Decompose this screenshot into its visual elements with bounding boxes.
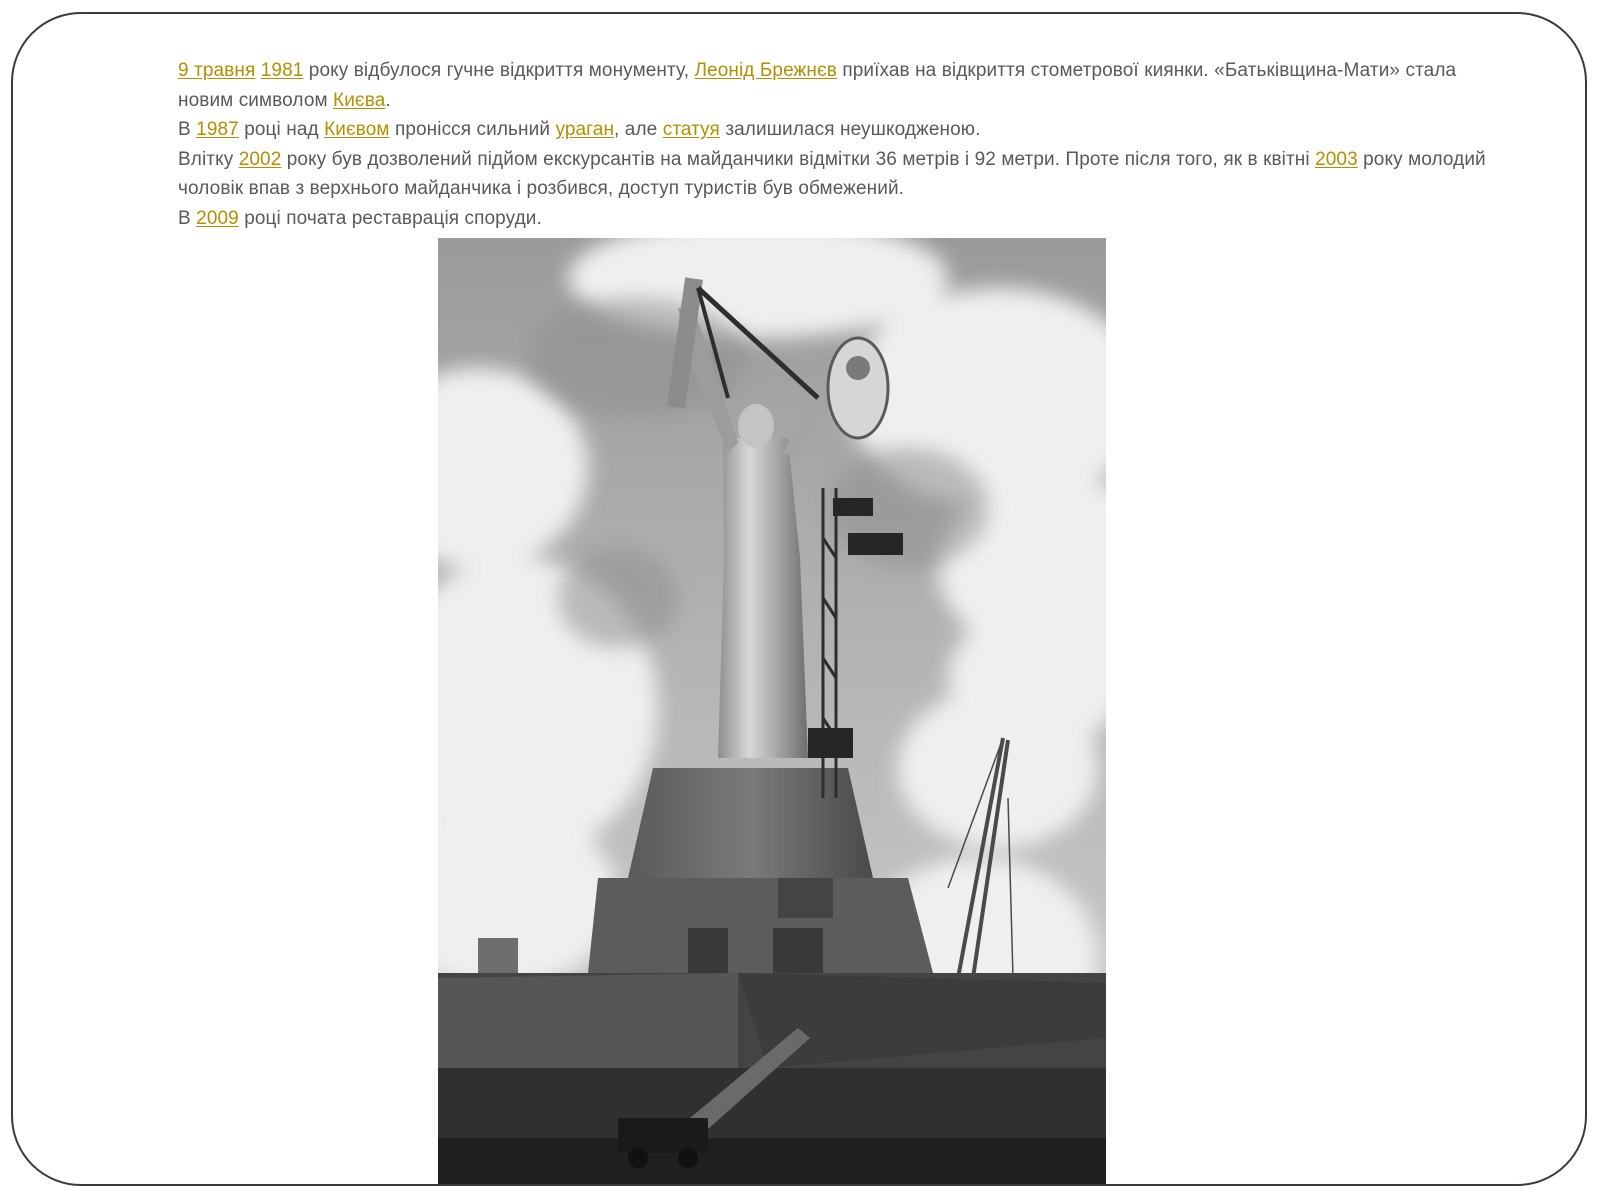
link-year-1987[interactable]: 1987: [196, 119, 239, 140]
text-segment: В: [178, 119, 197, 140]
text-segment: році почата реставрація споруди.: [238, 207, 542, 229]
link-statue[interactable]: статуя: [662, 119, 720, 140]
text-segment: року молодий чоловік впав з верхнього майданчика і розбився, доступ туристів був обмежений.: [178, 148, 1486, 199]
text-segment: році над: [238, 119, 325, 140]
paragraph-restoration: [178, 204, 1488, 234]
link-year-1981[interactable]: 1981: [260, 60, 304, 81]
ground: [438, 938, 1106, 1186]
link-hurricane[interactable]: ураган: [555, 119, 615, 140]
slide: [11, 12, 1587, 1186]
link-year-2003[interactable]: 2003: [1315, 148, 1358, 170]
link-brezhnev[interactable]: Леонід Брежнєв: [694, 60, 837, 81]
text-segment: Влітку: [178, 148, 239, 170]
text-segment: В: [178, 207, 197, 229]
text-segment: року був дозволений підйом екскурсантів на майданчики відмітки 36 метрів і 92 метри. Проте після того, як в квітні: [281, 148, 1316, 170]
paragraph-opening: [178, 56, 1488, 115]
text-segment: залишилася неушкодженою.: [719, 119, 981, 140]
paragraph-tourists: [178, 145, 1488, 204]
text-segment: .: [385, 89, 391, 111]
link-year-2009[interactable]: 2009: [196, 207, 239, 229]
text-segment: року відбулося гучне відкриття монументу,: [303, 60, 695, 81]
slide-text: [178, 56, 1488, 233]
text-segment: приїхав на відкриття стометрової киянки. «Батьківщина-Мати» стала новим символом: [178, 60, 1457, 111]
text-segment: пронісся сильний: [389, 119, 556, 140]
link-kyiv-instrumental[interactable]: Києвом: [324, 119, 390, 140]
text-segment: , але: [614, 119, 663, 140]
link-kyiv[interactable]: Києва: [333, 89, 386, 111]
monument-photo: [438, 238, 1106, 1186]
paragraph-hurricane: [178, 115, 1488, 145]
link-year-2002[interactable]: 2002: [238, 148, 282, 170]
link-date-may-9[interactable]: 9 травня: [178, 60, 256, 81]
